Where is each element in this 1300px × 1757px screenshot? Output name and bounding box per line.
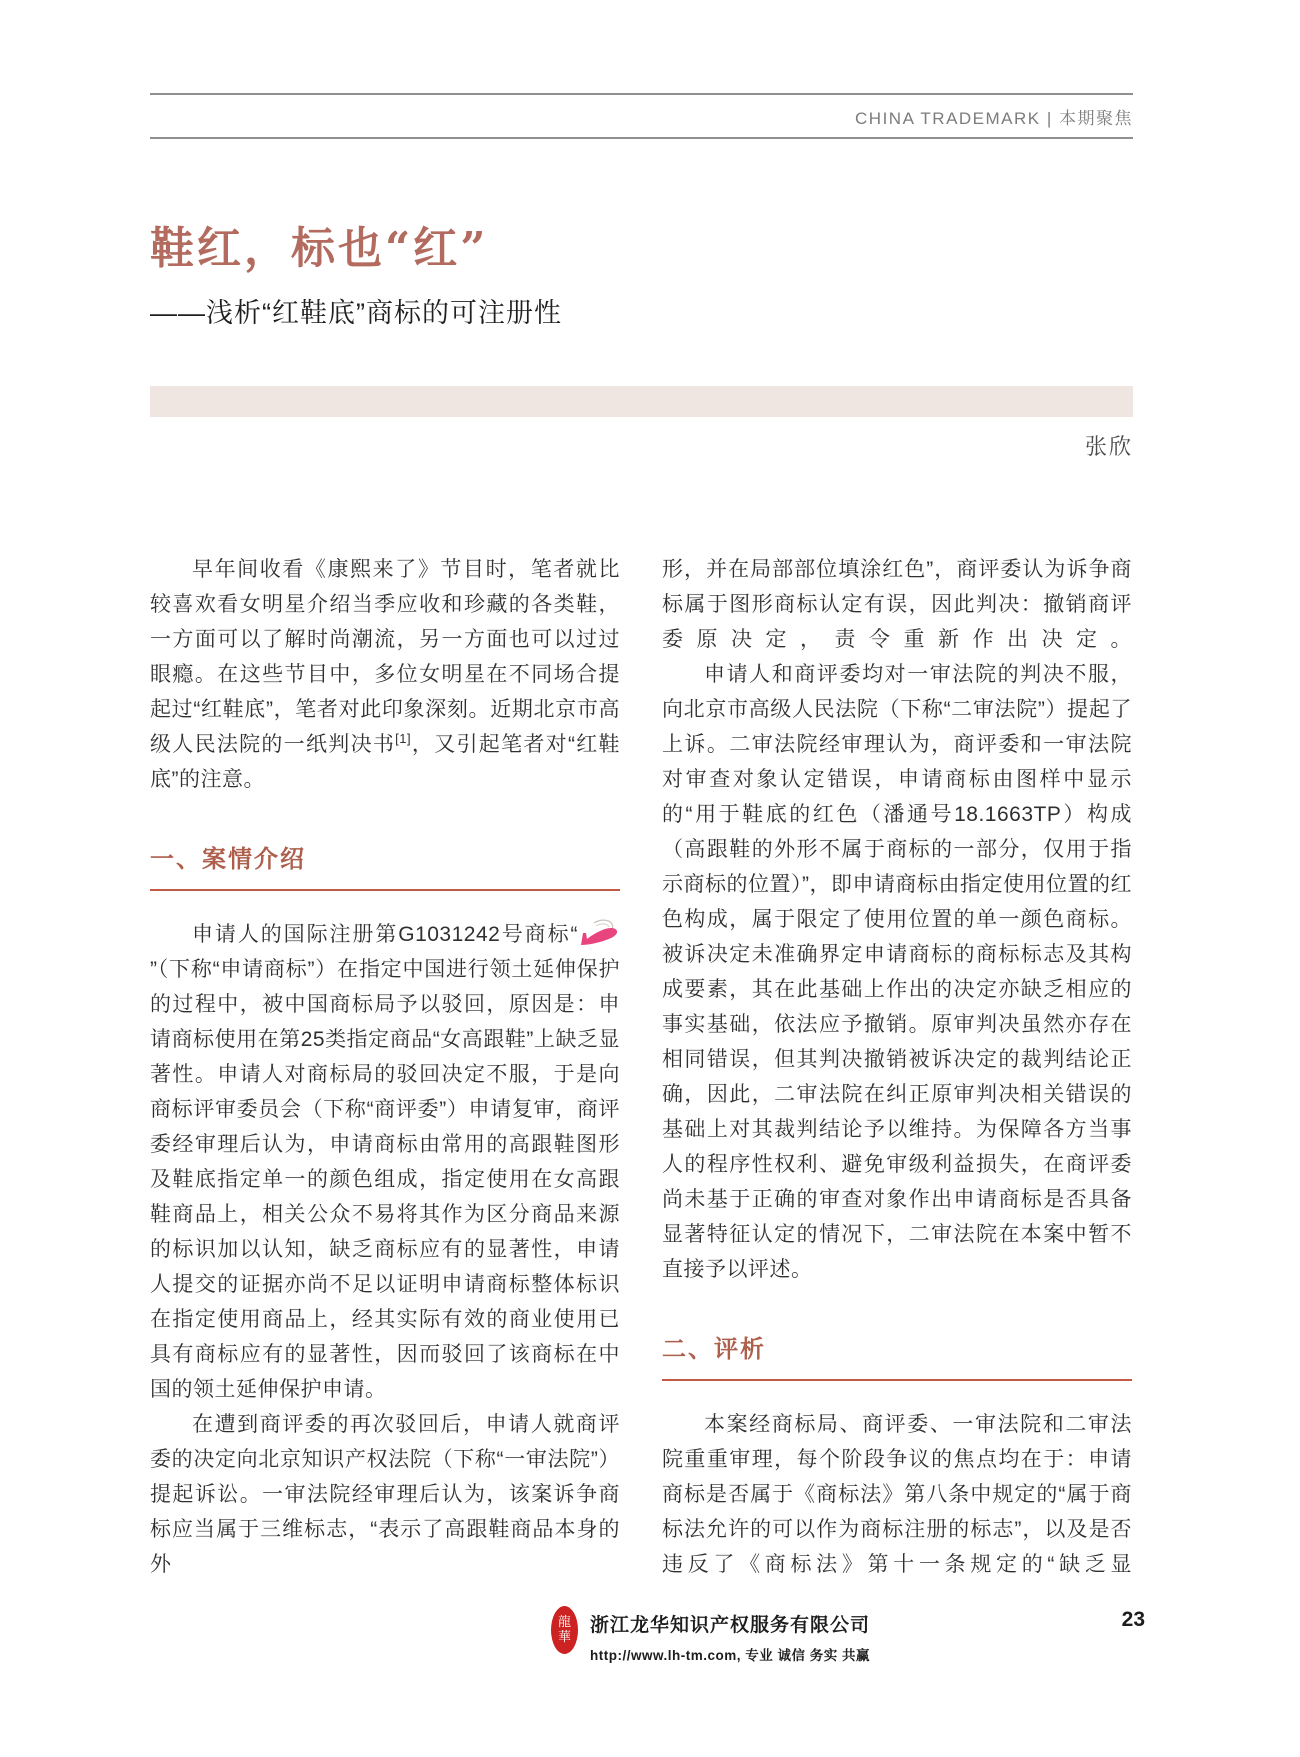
- footer-company-name: 浙江龙华知识产权服务有限公司: [590, 1615, 871, 1636]
- seal-char-top: 龍: [557, 1615, 571, 1630]
- paragraph-text: 早年间收看《康熙来了》节目时，笔者就比较喜欢看女明星介绍当季应收和珍藏的各类鞋，一方面可以了解时尚潮流，另一方面也可以过过眼瘾。在这些节目中，多位女明星在不同场合提起过“红鞋底”，笔者对此印象深刻。近期北京市高级人民法院的一纸判决书: [150, 558, 620, 756]
- section-heading-1: 一、案情介绍: [150, 839, 620, 891]
- article-body: [150, 552, 1133, 1582]
- page-header: [150, 93, 1133, 139]
- paragraph-text: 本案经商标局、商评委、一审法院和二审法院重重审理，每个阶段争议的焦点均在于：申请商标是否属于《商标法》第八条中规定的“属于商标法允许的可以作为商标注册的标志”，以及是否违反了《商标法》第十一条规定的“缺乏显: [662, 1413, 1132, 1576]
- article-title: 鞋红，标也“红”: [150, 223, 489, 274]
- paragraph-intro: [150, 552, 620, 797]
- left-column: [150, 552, 620, 1582]
- paragraph-text: ，又引起笔者对“红鞋底”的注意。: [150, 733, 621, 791]
- paragraph-case-facts: [150, 917, 620, 1407]
- paragraph-analysis: [662, 1407, 1132, 1582]
- paragraph-text: 形，并在局部部位填涂红色”，商评委认为诉争商标属于图形商标认定有误，因此判决：撤销商评委原决定，责令重新作出决定。: [662, 558, 1132, 651]
- paragraph-text: ”（下称“申请商标”）在指定中国进行领土延伸保护的过程中，被中国商标局予以驳回，原因是：申请商标使用在第25类指定商品“女高跟鞋”上缺乏显著性。申请人对商标局的驳回决定不服，于是向商标评审委员会（下称“商评委”）申请复审，商评委经审理后认为，申请商标由常用的高跟鞋图形及鞋底指定单一的颜色组成，指定使用在女高跟鞋商品上，相关公众不易将其作为区分商品来源的标识加以认知，缺乏商标应有的显著性，申请人提交的证据亦尚不足以证明申请商标整体标识在指定使用商品上，经其实际有效的商业使用已具有商标应有的显著性，因而驳回了该商标在中国的领土延伸保护申请。: [150, 958, 620, 1401]
- paragraph-text: 在遭到商评委的再次驳回后，申请人就商评委的决定向北京知识产权法院（下称“一审法院”）提起诉讼。一审法院经审理后认为，该案诉争商标应当属于三维标志，“表示了高跟鞋商品本身的外: [150, 1413, 620, 1576]
- right-column: [662, 552, 1132, 1582]
- paragraph-first-instance: [150, 1407, 620, 1582]
- section-heading-2: 二、评析: [662, 1329, 1132, 1381]
- paragraph-text: 申请人和商评委均对一审法院的判决不服，向北京市高级人民法院（下称“二审法院”）提起了上诉。二审法院经审理认为，商评委和一审法院对审查对象认定错误，申请商标由图样中显示的“用于鞋底的红色（潘通号18.1663TP）构成（高跟鞋的外形不属于商标的一部分，仅用于指示商标的位置）”，即申请商标由指定使用位置的红色构成，属于限定了使用位置的单一颜色商标。被诉决定未准确界定申请商标的商标标志及其构成要素，其在此基础上作出的决定亦缺乏相应的事实基础，依法应予撤销。原审判决虽然亦存在相同错误，但其判决撤销被诉决定的裁判结论正确，因此，二审法院在纠正原审判决相关错误的基础上对其裁判结论予以维持。为保障各方当事人的程序性权利、避免审级利益损失，在商评委尚未基于正确的审查对象作出申请商标是否具备显著特征认定的情况下，二审法院在本案中暂不直接予以评述。: [662, 663, 1132, 1281]
- header-label: CHINA TRADEMARK | 本期聚焦: [855, 108, 1133, 128]
- company-seal-logo: [551, 1606, 578, 1654]
- paragraph-second-instance: [662, 657, 1132, 1287]
- footer-text-block: [590, 1610, 870, 1664]
- paragraph-text: 申请人的国际注册第G1031242号商标“: [192, 923, 578, 946]
- page-number: 23: [1121, 1608, 1145, 1631]
- article-subtitle: ——浅析“红鞋底”商标的可注册性: [150, 298, 562, 328]
- seal-char-bottom: 華: [557, 1630, 571, 1645]
- trademark-shoe-image: [578, 918, 620, 948]
- paragraph-continuation: [662, 552, 1132, 657]
- footnote-ref: [1]: [395, 731, 412, 746]
- decorative-bar: [150, 386, 1133, 417]
- author-name: 张欣: [1084, 434, 1133, 459]
- footer-tagline: http://www.lh-tm.com, 专业 诚信 务实 共赢: [590, 1648, 870, 1663]
